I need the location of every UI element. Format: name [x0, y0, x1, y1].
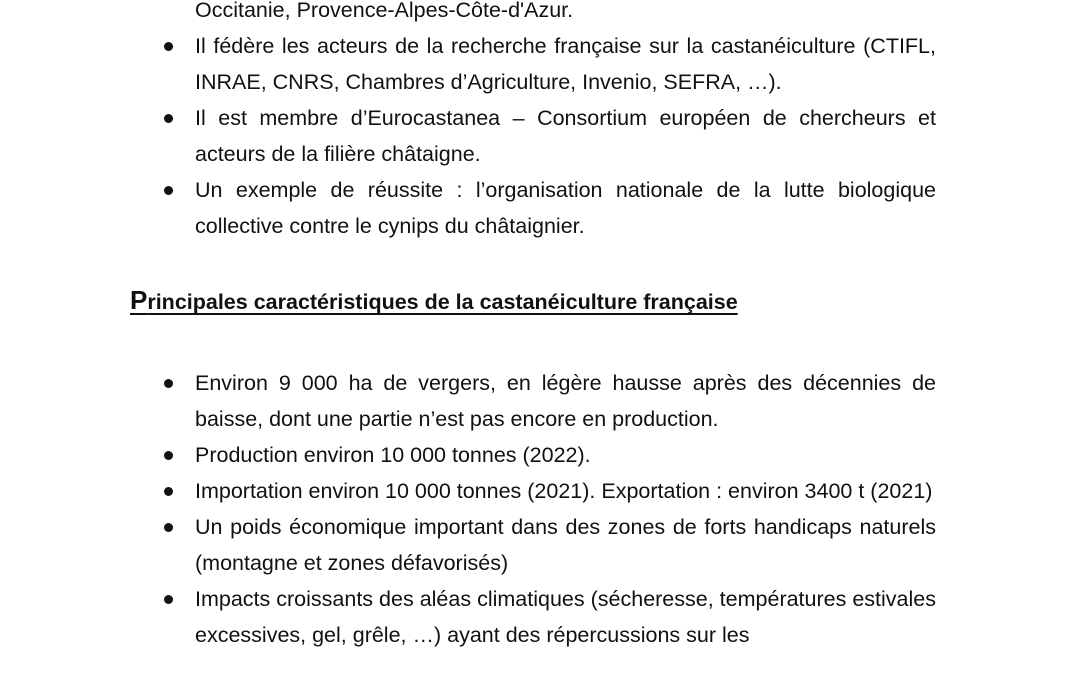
bullet-list-bottom — [160, 365, 936, 653]
list-item — [160, 473, 936, 509]
section-heading-text: rincipales caractéristiques de la castanéiculture française — [147, 290, 738, 314]
list-item-text: Il est membre d’Eurocastanea – Consortium européen de chercheurs et acteurs de la filière châtaigne. — [195, 106, 936, 166]
bullet-icon — [164, 523, 173, 532]
list-item-text: Environ 9 000 ha de vergers, en légère hausse après des décennies de baisse, dont une partie n’est pas encore en production. — [195, 371, 936, 431]
list-item-text: Un poids économique important dans des zones de forts handicaps naturels (montagne et zones défavorisés) — [195, 515, 936, 575]
section-heading-initial: P — [130, 285, 148, 315]
list-item — [160, 100, 936, 172]
list-item-text: Importation environ 10 000 tonnes (2021). Exportation : environ 3400 t (2021) — [195, 479, 933, 503]
bullet-icon — [164, 595, 173, 604]
list-item-text: Occitanie, Provence-Alpes-Côte-d'Azur. — [195, 0, 574, 22]
list-item-text: Un exemple de réussite : l’organisation nationale de la lutte biologique collective contre le cynips du châtaignier. — [195, 178, 936, 238]
list-item — [160, 581, 936, 653]
list-item-continuation — [160, 0, 936, 28]
list-item — [160, 509, 936, 581]
bullet-icon — [164, 379, 173, 388]
bullet-icon — [164, 451, 173, 460]
list-item — [160, 437, 936, 473]
list-item — [160, 172, 936, 244]
bullet-icon — [164, 186, 173, 195]
list-item-text: Il fédère les acteurs de la recherche française sur la castanéiculture (CTIFL, INRAE, CNRS, Chambres d’Agriculture, Invenio, SEFRA, …). — [195, 34, 936, 94]
list-item — [160, 365, 936, 437]
bullet-list-top — [160, 0, 936, 244]
bullet-icon — [164, 487, 173, 496]
bullet-icon — [164, 42, 173, 51]
bullet-icon — [164, 114, 173, 123]
list-item-text: Impacts croissants des aléas climatiques (sécheresse, températures estivales excessives, gel, grêle, …) ayant des répercussions sur les — [195, 587, 936, 647]
list-item — [160, 28, 936, 100]
section-heading — [130, 285, 738, 316]
list-item-text: Production environ 10 000 tonnes (2022). — [195, 443, 591, 467]
